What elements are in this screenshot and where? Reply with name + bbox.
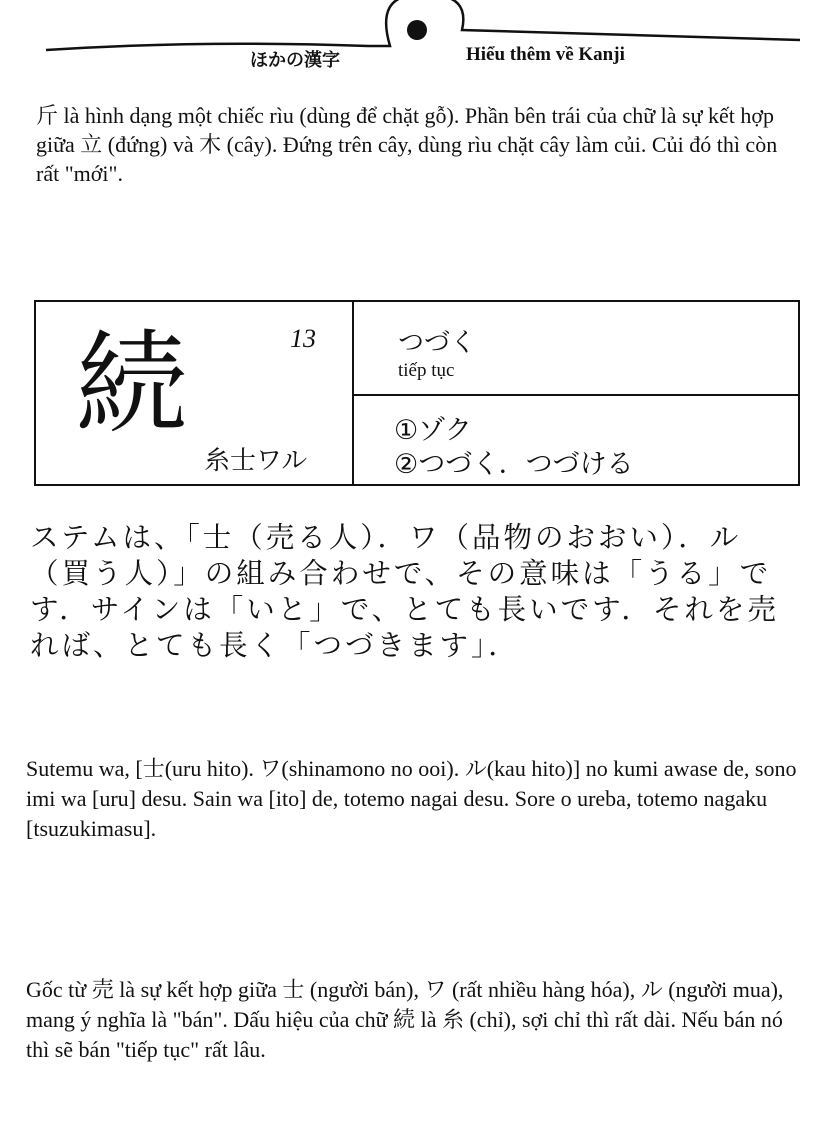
intro-paragraph: 斤 là hình dạng một chiếc rìu (dùng để chặt gỗ). Phần bên trái của chữ là sự kết hợp giữa 立 (đứng) và 木 (cây). Đứng trên cây, dùng rìu chặt cây làm củi. Củi đó thì còn rất "mới". xyxy=(36,103,778,186)
kun-reading: つづく xyxy=(398,328,477,358)
stroke-count: 13 xyxy=(290,324,316,353)
kanji-components: 糸士ワル xyxy=(204,446,308,476)
header-dot-icon xyxy=(407,20,427,40)
page-header xyxy=(0,0,816,75)
header-right-title: Hiểu thêm về Kanji xyxy=(466,44,625,65)
kanji-card xyxy=(34,300,800,486)
vietnamese-paragraph: Gốc từ 売 là sự kết hợp giữa 士 (người bán), ワ (rất nhiều hàng hóa), ル (người mua), mang ý nghĩa là "bán". Dấu hiệu của chữ 続 là 糸 (chỉ), sợi chỉ thì rất dài. Nếu bán nó thì sẽ bán "tiếp tục" rất lâu. xyxy=(26,977,784,1062)
card-divider-horizontal xyxy=(354,394,798,396)
reading-1: ①ゾク xyxy=(394,415,472,446)
header-rule-graphic xyxy=(0,0,816,75)
meaning-vietnamese: tiếp tục xyxy=(398,360,455,381)
romaji-paragraph: Sutemu wa, [士(uru hito). ワ(shinamono no ooi). ル(kau hito)] no kumi awase de, sono imi wa [uru] desu. Sain wa [ito] de, totemo nagai desu. Sore o ureba, totemo nagaku [tsuzukimasu]. xyxy=(26,756,797,841)
card-divider-vertical xyxy=(352,302,354,484)
kanji-character: 続 xyxy=(76,320,188,450)
header-left-title: ほかの漢字 xyxy=(250,50,340,71)
reading-2: ②つづく．つづける xyxy=(394,449,634,480)
japanese-paragraph: ステムは、「士（売る人）．ワ（品物のおおい）．ル（買う人）」の組み合わせで、その意味は「うる」です．サインは「いと」で、とても長いです．それを売れば、とても長く「つづきます」． xyxy=(30,521,779,662)
